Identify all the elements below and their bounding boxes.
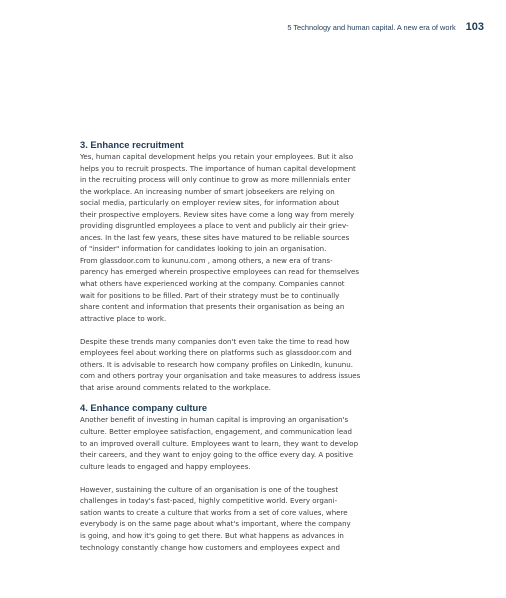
text-line: However, sustaining the culture of an organisation is one of the toughest bbox=[80, 484, 339, 494]
text-line: wait for positions to be filled. Part of their strategy must be to continually bbox=[80, 290, 340, 300]
text-line: challenges in today's fast-paced, highly competitive world. Every organi- bbox=[80, 496, 338, 506]
text-line: Another benefit of investing in human capital is improving an organisation's bbox=[80, 415, 349, 425]
section-enhance-recruitment bbox=[80, 139, 470, 393]
text-line: Yes, human capital development helps you retain your employees. But it also bbox=[80, 152, 354, 161]
text-line: share content and information that presents their organisation as being an bbox=[80, 302, 345, 312]
text-line: in the recruiting process will only continue to grow as more millennials enter bbox=[80, 175, 351, 185]
text-line: to an improved overall culture. Employees want to learn, they want to develop bbox=[80, 438, 359, 448]
paragraph-gap bbox=[80, 472, 470, 484]
text-line: employees feel about working there on platforms such as glassdoor.com and bbox=[80, 348, 352, 358]
text-line: Despite these trends many companies don't even take the time to read how bbox=[80, 336, 350, 346]
page-number: 103 bbox=[465, 21, 484, 33]
paragraph bbox=[80, 151, 470, 324]
paragraph bbox=[80, 414, 470, 472]
text-line: their prospective employers. Review sites have come a long way from merely bbox=[80, 209, 355, 219]
text-line: sation wants to create a culture that works from a set of core values, where bbox=[80, 507, 348, 517]
text-line: that arise around comments related to the workplace. bbox=[80, 382, 271, 392]
text-line: of "insider" information for candidates looking to join an organisation. bbox=[80, 244, 327, 254]
body-text bbox=[80, 139, 470, 553]
text-line: ances. In the last few years, these sites have matured to be reliable sources bbox=[80, 232, 350, 242]
running-title: 5 Technology and human capital. A new era of work bbox=[287, 23, 456, 32]
section-enhance-company-culture bbox=[80, 402, 470, 553]
paragraph bbox=[80, 484, 470, 553]
text-line: their careers, and they want to enjoy going to the office every day. A positive bbox=[80, 450, 354, 460]
text-line: what others have experienced working at the company. Companies cannot bbox=[80, 279, 345, 289]
text-line: technology constantly change how customers and employees expect and bbox=[80, 542, 340, 552]
section-heading: 3. Enhance recruitment bbox=[80, 139, 184, 150]
text-line: is going, and how it's going to get there. But what happens as advances in bbox=[80, 530, 344, 540]
text-line: attractive place to work. bbox=[80, 313, 167, 323]
text-line: culture. Better employee satisfaction, engagement, and communication lead bbox=[80, 427, 352, 437]
running-header bbox=[287, 21, 484, 33]
paragraph bbox=[80, 336, 470, 394]
text-line: others. It is advisable to research how company profiles on LinkedIn, kununu. bbox=[80, 359, 353, 369]
paragraph-gap bbox=[80, 324, 470, 336]
text-line: the workplace. An increasing number of smart jobseekers are relying on bbox=[80, 186, 335, 196]
text-line: social media, particularly on employer review sites, for information about bbox=[80, 198, 340, 208]
text-line: helps you to recruit prospects. The importance of human capital development bbox=[80, 163, 356, 173]
text-line: providing disgruntled employees a place to vent and publicly air their griev- bbox=[80, 221, 349, 231]
section-heading: 4. Enhance company culture bbox=[80, 402, 208, 414]
text-line: From glassdoor.com to kununu.com , among others, a new era of trans- bbox=[80, 255, 333, 265]
text-line: culture leads to engaged and happy employees. bbox=[80, 461, 251, 471]
section-gap bbox=[80, 393, 470, 402]
text-line: parency has emerged wherein prospective employees can read for themselves bbox=[80, 267, 360, 277]
text-line: com and others portray your organisation and take measures to address issues bbox=[80, 371, 361, 381]
text-line: everybody is on the same page about what's important, where the company bbox=[80, 519, 351, 529]
